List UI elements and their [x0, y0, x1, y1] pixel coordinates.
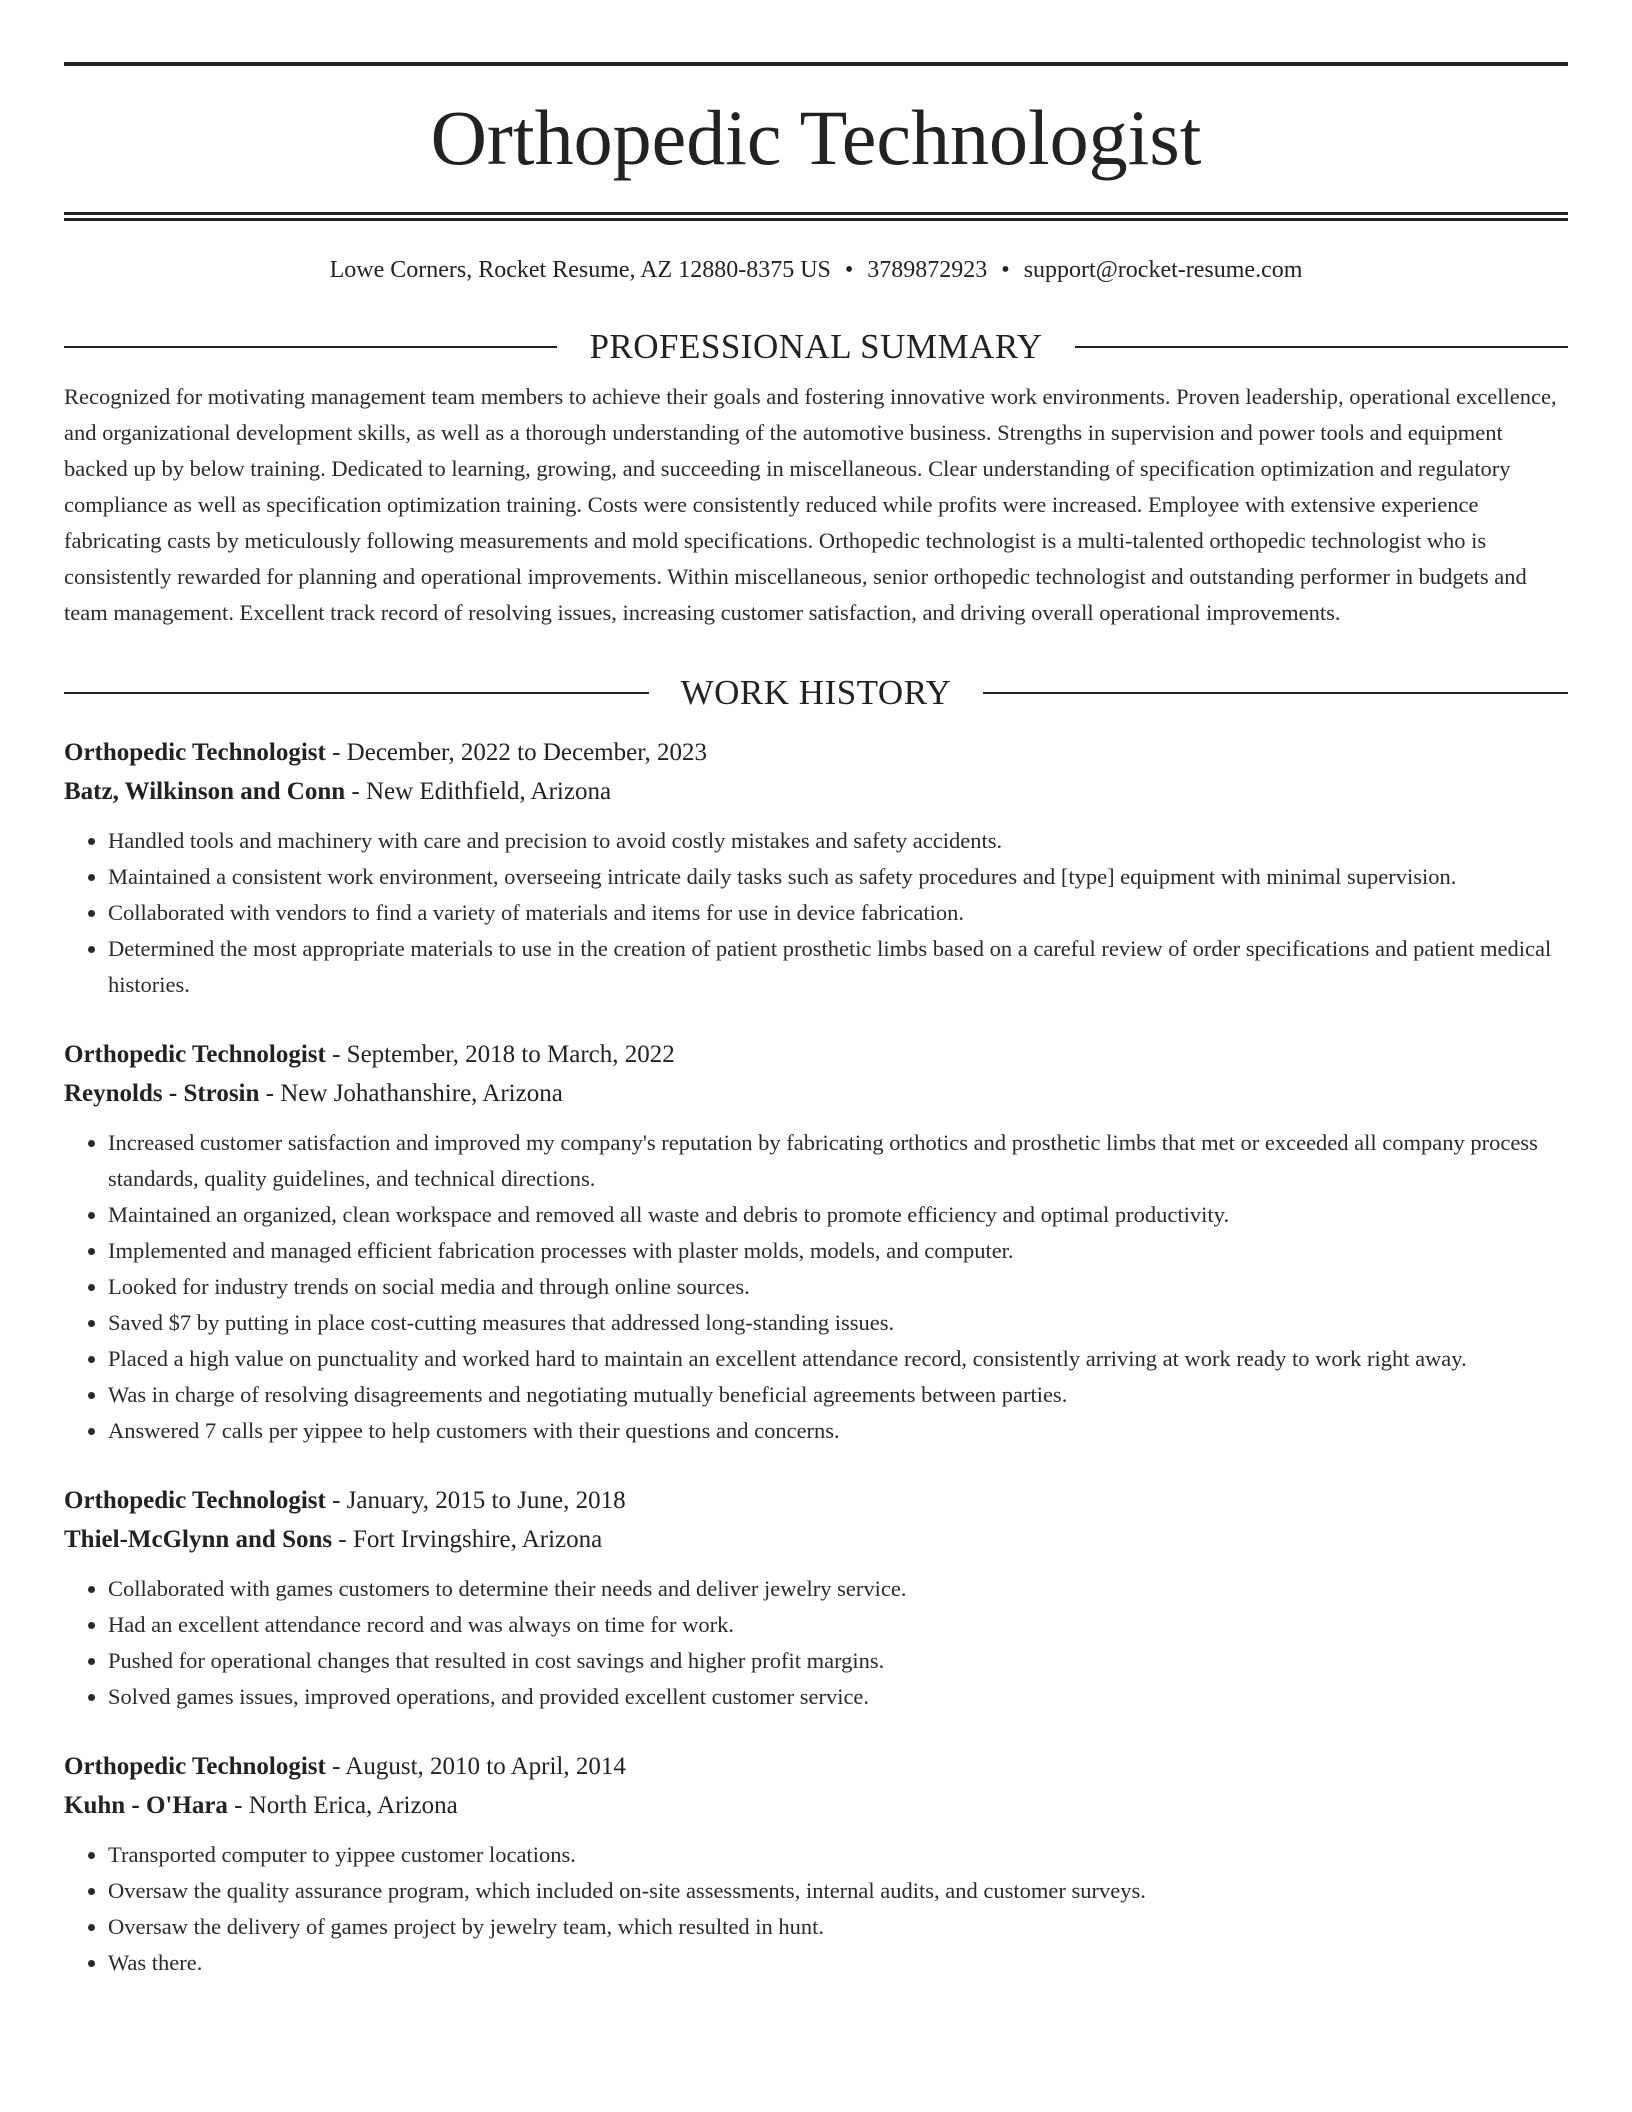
summary-text: Recognized for motivating management team members to achieve their goals and fostering innovative work environments. Proven leadership, operational excellence, and organizational development skills, as well as a thorough understanding of the automotive business. Strengths in supervision and power tools and equipment backed up by below training. Dedicated to learning, growing, and succeeding in miscellaneous. Clear understanding of specification optimization and regulatory compliance as well as specification optimization training. Costs were consistently reduced while profits were increased. Employee with extensive experience fabricating casts by meticulously following measurements and mold specifications. Orthopedic technologist is a multi-talented orthopedic technologist who is consistently rewarded for planning and operational improvements. Within miscellaneous, senior orthopedic technologist and outstanding performer in budgets and team management. Excellent track record of resolving issues, increasing customer satisfaction, and driving overall operational improvements.	[64, 384, 1557, 625]
job-bullet: • Solved games issues, improved operations, and provided excellent customer service.	[108, 1679, 1568, 1715]
resume-page	[64, 62, 1568, 1981]
top-rule	[64, 62, 1568, 66]
job-entry	[64, 733, 1568, 1003]
job-dates: - August, 2010 to April, 2014	[325, 1753, 626, 1780]
job-bullet: • Maintained an organized, clean workspace and removed all waste and debris to promote efficiency and optimal productivity.	[108, 1197, 1568, 1233]
job-dates: - September, 2018 to March, 2022	[325, 1041, 675, 1068]
contact-line	[64, 255, 1568, 285]
job-title: Orthopedic Technologist	[64, 1487, 326, 1514]
contact-address: Lowe Corners, Rocket Resume, AZ 12880-8375 US	[329, 257, 831, 283]
job-entry	[64, 1747, 1568, 1981]
job-company-line	[64, 1786, 1568, 1825]
job-bullet: • Oversaw the delivery of games project by jewelry team, which resulted in hunt.	[108, 1909, 1568, 1945]
job-company: Reynolds - Strosin	[64, 1080, 260, 1107]
job-bullet: • Increased customer satisfaction and improved my company's reputation by fabricating orthotics and prosthetic limbs that met or exceeded all company process standards, quality guidelines, and technical directions.	[108, 1125, 1568, 1197]
job-bullet: • Maintained a consistent work environment, overseeing intricate daily tasks such as safety procedures and [type] equipment with minimal supervision.	[108, 859, 1568, 895]
job-entry	[64, 1035, 1568, 1449]
job-location: - New Johathanshire, Arizona	[259, 1080, 563, 1107]
job-bullet: • Collaborated with games customers to determine their needs and deliver jewelry service.	[108, 1571, 1568, 1607]
job-title-line	[64, 1481, 1568, 1520]
job-bullet: • Pushed for operational changes that resulted in cost savings and higher profit margins.	[108, 1643, 1568, 1679]
job-entry	[64, 1481, 1568, 1715]
section-rule-left	[64, 346, 557, 348]
job-bullet: • Saved $7 by putting in place cost-cutting measures that addressed long-standing issues.	[108, 1305, 1568, 1341]
contact-phone: 3789872923	[867, 257, 988, 283]
job-company: Kuhn - O'Hara	[64, 1792, 228, 1819]
job-company-line	[64, 772, 1568, 811]
job-dates: - December, 2022 to December, 2023	[325, 739, 708, 766]
job-title-line	[64, 1747, 1568, 1786]
job-location: - North Erica, Arizona	[227, 1792, 458, 1819]
summary-section-header	[64, 327, 1568, 367]
job-bullet: • Oversaw the quality assurance program, which included on-site assessments, internal audits, and customer surveys.	[108, 1873, 1568, 1909]
section-rule-right	[983, 692, 1568, 694]
job-bullet: • Had an excellent attendance record and was always on time for work.	[108, 1607, 1568, 1643]
summary-heading: PROFESSIONAL SUMMARY	[589, 327, 1043, 366]
job-title: Orthopedic Technologist	[64, 1753, 326, 1780]
job-bullet: • Transported computer to yippee customer locations.	[108, 1837, 1568, 1873]
job-bullet: • Collaborated with vendors to find a variety of materials and items for use in device fabrication.	[108, 895, 1568, 931]
job-bullets	[64, 1571, 1568, 1715]
job-title: Orthopedic Technologist	[64, 1041, 326, 1068]
job-bullet: • Placed a high value on punctuality and worked hard to maintain an excellent attendance record, consistently arriving at work ready to work right away.	[108, 1341, 1568, 1377]
job-bullet: • Was there.	[108, 1945, 1568, 1981]
job-company-line	[64, 1074, 1568, 1113]
job-bullet: • Handled tools and machinery with care and precision to avoid costly mistakes and safety accidents.	[108, 823, 1568, 859]
job-location: - Fort Irvingshire, Arizona	[332, 1526, 603, 1553]
job-bullets	[64, 823, 1568, 1003]
job-location: - New Edithfield, Arizona	[345, 778, 612, 805]
job-dates: - January, 2015 to June, 2018	[325, 1487, 626, 1514]
job-bullet: • Determined the most appropriate materials to use in the creation of patient prosthetic limbs based on a careful review of order specifications and patient medical histories.	[108, 931, 1568, 1003]
job-bullet: • Was in charge of resolving disagreements and negotiating mutually beneficial agreements between parties.	[108, 1377, 1568, 1413]
job-bullet: • Implemented and managed efficient fabrication processes with plaster molds, models, and computer.	[108, 1233, 1568, 1269]
contact-email: support@rocket-resume.com	[1023, 257, 1303, 283]
job-company-line	[64, 1520, 1568, 1559]
work-history-heading: WORK HISTORY	[680, 673, 952, 712]
work-history-section-header	[64, 673, 1568, 713]
job-title-line	[64, 733, 1568, 772]
section-rule-left	[64, 692, 649, 694]
section-rule-right	[1075, 346, 1568, 348]
job-title-line	[64, 1035, 1568, 1074]
contact-separator: •	[844, 257, 854, 283]
contact-separator: •	[1001, 257, 1010, 283]
job-bullets	[64, 1837, 1568, 1981]
job-bullet: • Looked for industry trends on social media and through online sources.	[108, 1269, 1568, 1305]
job-company: Batz, Wilkinson and Conn	[64, 778, 346, 805]
job-bullet: • Answered 7 calls per yippee to help customers with their questions and concerns.	[108, 1413, 1568, 1449]
resume-title: Orthopedic Technologist	[430, 94, 1202, 181]
title-double-rule	[64, 212, 1568, 221]
job-bullets	[64, 1125, 1568, 1449]
job-company: Thiel-McGlynn and Sons	[64, 1526, 333, 1553]
job-title: Orthopedic Technologist	[64, 739, 326, 766]
